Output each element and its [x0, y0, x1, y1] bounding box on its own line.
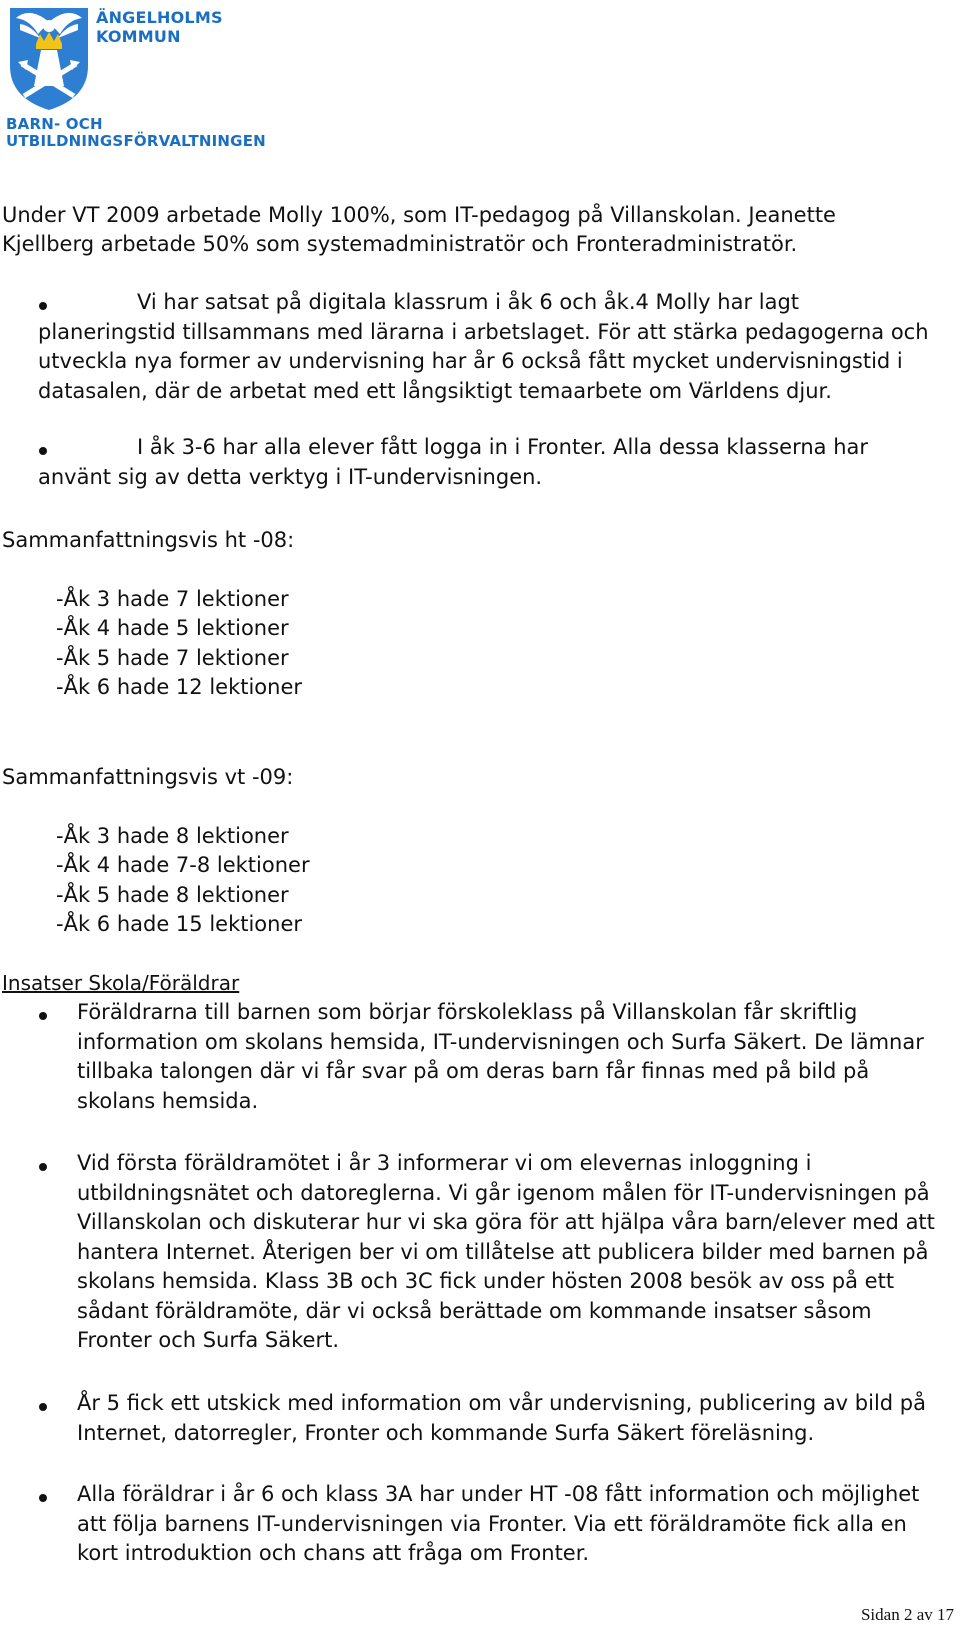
bullet-icon: [39, 1403, 47, 1411]
department-name: [6, 116, 266, 150]
bullet-line: Internet, datorregler, Fronter och kommande Surfa Säkert föreläsning.: [77, 1421, 815, 1445]
bullet-line: Villanskolan och diskuterar hur vi ska göra för att hjälpa våra barn/elever med att: [77, 1210, 935, 1234]
bullet-icon: [39, 1163, 47, 1171]
bullet-line: att följa barnens IT-undervisningen via Fronter. Via ett föräldramöte fick alla en: [77, 1512, 907, 1536]
bullet-icon: [39, 447, 47, 455]
bullet-line: skolans hemsida.: [77, 1089, 259, 1113]
bullet-line: Fronter och Surfa Säkert.: [77, 1328, 340, 1352]
header-logo: [4, 2, 264, 152]
summary-item: -Åk 6 hade 12 lektioner: [56, 675, 303, 699]
summary-item: -Åk 5 hade 7 lektioner: [56, 646, 289, 670]
bullet-icon: [39, 1494, 47, 1502]
bullet-line: Alla föräldrar i år 6 och klass 3A har under HT -08 fått information och möjlighet: [77, 1482, 920, 1506]
summary-title: Sammanfattningsvis vt -09:: [2, 765, 294, 789]
bullet-line: utbildningsnätet och datoreglerna. Vi går igenom målen för IT-undervisningen på: [77, 1181, 930, 1205]
bullet-line: använt sig av detta verktyg i IT-undervisningen.: [38, 465, 543, 489]
bullet-icon: [39, 302, 47, 310]
bullet-line: Föräldrarna till barnen som börjar förskoleklass på Villanskolan får skriftlig: [77, 1000, 858, 1024]
dept-line-2: UTBILDNINGSFÖRVALTNINGEN: [6, 132, 266, 150]
bullet-line: tillbaka talongen där vi får svar på om deras barn får finnas med på bild på: [77, 1059, 870, 1083]
bullet-line: skolans hemsida. Klass 3B och 3C fick under hösten 2008 besök av oss på ett: [77, 1269, 895, 1293]
summary-item: -Åk 5 hade 8 lektioner: [56, 883, 289, 907]
summary-item: -Åk 3 hade 8 lektioner: [56, 824, 289, 848]
section-heading: Insatser Skola/Föräldrar: [2, 971, 240, 995]
bullet-line: Vi har satsat på digitala klassrum i åk 6 och åk.4 Molly har lagt: [137, 290, 800, 314]
bullet-icon: [39, 1012, 47, 1020]
summary-item: -Åk 3 hade 7 lektioner: [56, 587, 289, 611]
intro-line: Kjellberg arbetade 50% som systemadministratör och Fronteradministratör.: [2, 232, 798, 256]
summary-item: -Åk 4 hade 7-8 lektioner: [56, 853, 310, 877]
bullet-line: Vid första föräldramötet i år 3 informerar vi om elevernas inloggning i: [77, 1151, 812, 1175]
page-number: Sidan 2 av 17: [860, 1605, 954, 1624]
bullet-line: I åk 3-6 har alla elever fått logga in i Fronter. Alla dessa klasserna har: [137, 435, 869, 459]
bullet-line: planeringstid tillsammans med lärarna i arbetslaget. För att stärka pedagogerna och: [38, 320, 929, 344]
bullet-line: datasalen, där de arbetat med ett långsiktigt temaarbete om Världens djur.: [38, 379, 832, 403]
municipal-crest-icon: [8, 4, 90, 112]
bullet-line: sådant föräldramöte, där vi också berättade om kommande insatser såsom: [77, 1299, 872, 1323]
bullet-line: hantera Internet. Återigen ber vi om tillåtelse att publicera bilder med barnen på: [77, 1240, 929, 1264]
bullet-line: År 5 fick ett utskick med information om vår undervisning, publicering av bild på: [77, 1391, 926, 1415]
summary-title: Sammanfattningsvis ht -08:: [2, 528, 295, 552]
bullet-line: information om skolans hemsida, IT-undervisningen och Surfa Säkert. De lämnar: [77, 1030, 924, 1054]
bullet-line: kort introduktion och chans att fråga om Fronter.: [77, 1541, 590, 1565]
logo-line-2: KOMMUN: [96, 27, 181, 46]
dept-line-1: BARN- OCH: [6, 115, 103, 133]
logo-line-1: ÄNGELHOLMS: [96, 8, 223, 27]
intro-line: Under VT 2009 arbetade Molly 100%, som IT-pedagog på Villanskolan. Jeanette: [2, 203, 836, 227]
summary-item: -Åk 6 hade 15 lektioner: [56, 912, 303, 936]
bullet-line: utveckla nya former av undervisning har år 6 också fått mycket undervisningstid i: [38, 349, 903, 373]
municipality-name: [96, 8, 223, 46]
summary-item: -Åk 4 hade 5 lektioner: [56, 616, 289, 640]
